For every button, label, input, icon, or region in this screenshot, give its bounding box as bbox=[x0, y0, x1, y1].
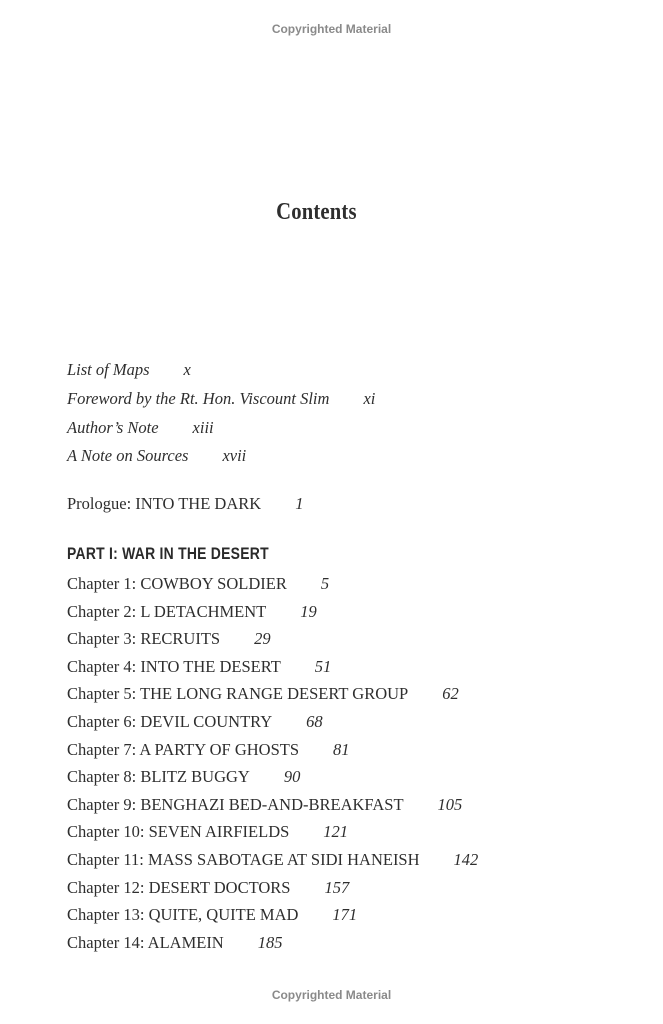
chapter-entry-label: Chapter 3: RECRUITS bbox=[67, 629, 221, 649]
chapter-entry-page: 19 bbox=[300, 601, 317, 621]
chapter-entry-page: 185 bbox=[257, 932, 283, 952]
front-matter-entry-label: Author’s Note bbox=[67, 417, 159, 437]
chapter-entry-label: Chapter 8: BLITZ BUGGY bbox=[67, 767, 250, 787]
chapter-entry-page: 62 bbox=[442, 684, 459, 704]
chapter-entry bbox=[67, 656, 478, 684]
prologue-label: Prologue: INTO THE DARK bbox=[67, 494, 262, 513]
front-matter-entry bbox=[67, 387, 375, 416]
chapter-entry bbox=[67, 628, 478, 656]
front-matter-entry-page: xi bbox=[363, 388, 376, 408]
chapter-entry-page: 142 bbox=[453, 849, 479, 869]
chapter-entry-label: Chapter 7: A PARTY OF GHOSTS bbox=[67, 739, 300, 759]
chapter-entry-page: 157 bbox=[324, 877, 350, 897]
chapter-entry bbox=[67, 849, 478, 877]
copyright-header: Copyrighted Material bbox=[271, 22, 392, 36]
chapter-entry-page: 105 bbox=[437, 794, 463, 814]
front-matter-entry bbox=[67, 416, 375, 445]
chapter-entry-label: Chapter 11: MASS SABOTAGE AT SIDI HANEISH bbox=[67, 849, 420, 869]
prologue-entry bbox=[67, 494, 303, 514]
front-matter-entry-label: A Note on Sources bbox=[67, 446, 189, 466]
chapter-entry-label: Chapter 5: THE LONG RANGE DESERT GROUP bbox=[67, 684, 409, 704]
chapter-entry-page: 171 bbox=[332, 905, 358, 925]
chapter-entry bbox=[67, 739, 478, 767]
front-matter-entry-page: x bbox=[183, 360, 191, 379]
part-heading: PART I: WAR IN THE DESERT bbox=[67, 544, 269, 563]
chapter-entry-label: Chapter 12: DESERT DOCTORS bbox=[67, 877, 291, 897]
chapter-entry-label: Chapter 1: COWBOY SOLDIER bbox=[67, 574, 287, 593]
chapter-entry-page: 81 bbox=[333, 739, 350, 759]
chapter-entry-page: 90 bbox=[283, 767, 301, 787]
chapter-entry bbox=[67, 711, 478, 739]
chapter-entry bbox=[67, 573, 478, 601]
front-matter-entry-label: List of Maps bbox=[67, 360, 150, 379]
front-matter-entry-page: xvii bbox=[222, 446, 247, 466]
chapter-entry-page: 5 bbox=[320, 574, 330, 593]
front-matter-entry-page: xiii bbox=[192, 417, 214, 437]
chapter-entry bbox=[67, 601, 478, 629]
page-title: Contents bbox=[276, 199, 357, 225]
front-matter-list bbox=[67, 358, 375, 473]
chapter-entry-label: Chapter 2: L DETACHMENT bbox=[67, 601, 267, 621]
copyright-footer: Copyrighted Material bbox=[271, 988, 392, 1002]
chapter-entry bbox=[67, 932, 478, 960]
chapter-entry bbox=[67, 821, 478, 849]
chapter-entry-label: Chapter 6: DEVIL COUNTRY bbox=[67, 711, 273, 731]
chapter-list bbox=[67, 573, 478, 959]
chapter-entry bbox=[67, 794, 478, 822]
chapter-entry bbox=[67, 766, 478, 794]
prologue-page: 1 bbox=[295, 494, 304, 513]
front-matter-entry bbox=[67, 358, 375, 387]
chapter-entry-page: 29 bbox=[254, 629, 271, 649]
chapter-entry-label: Chapter 9: BENGHAZI BED-AND-BREAKFAST bbox=[67, 794, 404, 814]
chapter-entry-label: Chapter 4: INTO THE DESERT bbox=[67, 656, 281, 676]
chapter-entry bbox=[67, 683, 478, 711]
chapter-entry bbox=[67, 904, 478, 932]
front-matter-entry-label: Foreword by the Rt. Hon. Viscount Slim bbox=[67, 388, 330, 408]
front-matter-entry bbox=[67, 444, 375, 473]
chapter-entry-label: Chapter 13: QUITE, QUITE MAD bbox=[67, 905, 299, 925]
chapter-entry-page: 121 bbox=[323, 822, 349, 842]
chapter-entry-page: 51 bbox=[314, 656, 332, 676]
chapter-entry-label: Chapter 14: ALAMEIN bbox=[67, 932, 224, 952]
chapter-entry-label: Chapter 10: SEVEN AIRFIELDS bbox=[67, 822, 290, 842]
chapter-entry-page: 68 bbox=[306, 711, 323, 731]
chapter-entry bbox=[67, 877, 478, 905]
